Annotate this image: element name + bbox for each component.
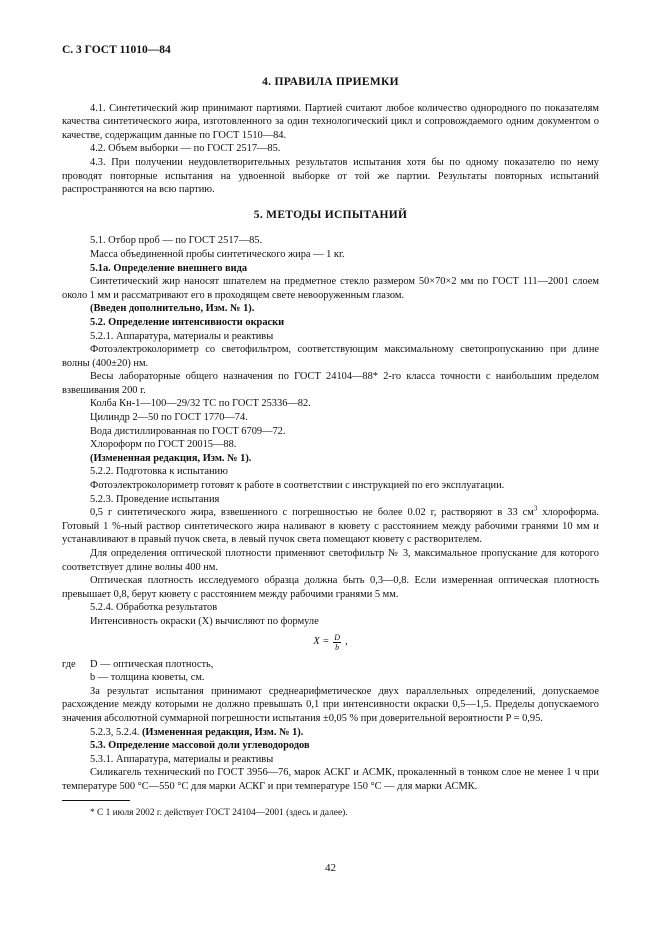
test-text-end: хлороформа. Готовый 1 %-ный раствор синтетического жира наливают в кювету с расстоянием между рабочими гранями 10 мм и устанавливают в правый пучок света, в левый пучок света помещают кювету с растворителем.: [62, 507, 600, 546]
color-intensity-formula: [62, 633, 599, 652]
paragraph-sample-mass: Масса объединенной пробы синтетического жира — 1 кг.: [90, 248, 345, 260]
footnote-divider: [62, 800, 130, 801]
paragraph-scales: Весы лабораторные общего назначения по ГОСТ 24104—88* 2-го класса точности с наибольшим пределом взвешивания 200 г.: [62, 371, 599, 396]
paragraph-photocolorimeter: Фотоэлектроколориметр со светофильтром, соответствующим максимальному светопропусканию при длине волны (400±20) нм.: [62, 344, 599, 369]
page-content: [62, 76, 599, 820]
paragraph-cylinder: Цилиндр 2—50 по ГОСТ 1770—74.: [90, 412, 248, 424]
formula-denominator: b: [335, 642, 340, 652]
paragraph-chloroform: Хлороформ по ГОСТ 20015—88.: [90, 439, 237, 451]
where-label: где: [62, 658, 76, 670]
paragraph-optical-filter: Для определения оптической плотности применяют светофильтр № 3, максимальное пропускание для которого соответствует длине волны 400 нм.: [62, 548, 599, 573]
paragraph-4-3: 4.3. При получении неудовлетворительных результатов испытания хотя бы по одному показателю по нему проводят повторные испытания на удвоенной выборке от той же партии. Результаты повторных испытаний распространяются на всю партию.: [62, 156, 599, 196]
formula-tail: ,: [345, 636, 348, 648]
formula-numerator: D: [334, 632, 341, 642]
amendment-text: (Измененная редакция, Изм. № 1).: [141, 726, 304, 738]
test-text-start: 0,5 г синтетического жира, взвешенного с погрешностью не более 0.02 г, растворяют в 33 см: [90, 507, 534, 519]
paragraph-5-3-1: 5.3.1. Аппаратура, материалы и реактивы: [90, 753, 274, 765]
paragraph-calculation: Интенсивность окраски (X) вычисляют по формуле: [90, 615, 319, 627]
paragraph-5-1: 5.1. Отбор проб — по ГОСТ 2517—85.: [90, 235, 263, 247]
footnote: * С 1 июля 2002 г. действует ГОСТ 24104—2001 (здесь и далее).: [90, 807, 348, 818]
paragraph-silica-gel: Силикагель технический по ГОСТ 3956—76, марок АСКГ и АСМК, прокаленный в тонком слое не менее 1 ч при температуре 500 °С—550 °С для марки АСКГ и при температуре 150 °С — для марки АСМК.: [62, 767, 599, 792]
heading-5-1a: 5.1а. Определение внешнего вида: [90, 262, 248, 274]
where-b-definition: b — толщина кюветы, см.: [90, 672, 205, 684]
amendment-note-5-1a: (Введен дополнительно, Изм. № 1).: [90, 303, 255, 315]
page-number: 42: [325, 862, 336, 874]
section-4-title: 4. ПРАВИЛА ПРИЕМКИ: [262, 76, 399, 88]
paragraph-preparation: Фотоэлектроколориметр готовят к работе в соответствии с инструкцией по его эксплуатации.: [90, 480, 505, 492]
amendment-refs: 5.2.3, 5.2.4.: [90, 726, 142, 738]
paragraph-5-2-4: 5.2.4. Обработка результатов: [90, 602, 218, 614]
where-d-definition: D — оптическая плотность,: [90, 658, 214, 670]
paragraph-result: За результат испытания принимают среднеарифметическое двух параллельных определений, допускаемое расхождение между которыми не должно превышать 0,1 при интенсивности окраски 0,5—1,5. Пределы допускаемого значения абсолютной суммарной погрешности испытания ±0,05 % при доверительной вероятности P = 0,95.: [62, 685, 599, 724]
amendment-note-5-2: (Измененная редакция, Изм. № 1).: [90, 452, 252, 464]
section-5-title: 5. МЕТОДЫ ИСПЫТАНИЙ: [253, 208, 408, 221]
formula-lhs: X =: [313, 636, 330, 648]
formula-fraction: [333, 633, 341, 652]
paragraph-5-2-2: 5.2.2. Подготовка к испытанию: [90, 466, 228, 478]
paragraph-optical-density: Оптическая плотность исследуемого образца должна быть 0,3—0,8. Если измеренная оптическая плотность превышает 0,8, берут кювету с расстоянием между рабочими гранями 5 мм.: [62, 575, 599, 600]
cubic-superscript: 3: [533, 504, 538, 513]
paragraph-test-procedure: [62, 506, 599, 547]
heading-5-2: 5.2. Определение интенсивности окраски: [90, 316, 285, 328]
paragraph-5-1a: Синтетический жир наносят шпателем на предметное стекло размером 50×70×2 мм по ГОСТ 111—2001 слоем около 1 мм и рассматривают его в проходящем свете невооруженным глазом.: [62, 276, 599, 301]
amendment-note-5-2-3-4: [62, 726, 599, 740]
paragraph-flask: Колба Кн-1—100—29/32 ТС по ГОСТ 25336—82.: [90, 398, 311, 410]
page-header: С. 3 ГОСТ 11010—84: [62, 44, 171, 56]
paragraph-4-1: 4.1. Синтетический жир принимают партиями. Партией считают любое количество однородного по показателям качества синтетического жира, изготовленного за один технологический цикл и сопровождаемого одним документом о качестве, содержащим данные по ГОСТ 1510—84.: [62, 102, 599, 141]
where-row-b: [62, 671, 599, 685]
paragraph-5-2-3: 5.2.3. Проведение испытания: [90, 493, 220, 505]
paragraph-5-2-1: 5.2.1. Аппаратура, материалы и реактивы: [90, 330, 274, 342]
paragraph-water: Вода дистиллированная по ГОСТ 6709—72.: [90, 425, 286, 437]
heading-5-3: 5.3. Определение массовой доли углеводородов: [90, 740, 310, 752]
paragraph-4-2: 4.2. Объем выборки — по ГОСТ 2517—85.: [90, 143, 281, 155]
where-row-d: [62, 658, 599, 672]
